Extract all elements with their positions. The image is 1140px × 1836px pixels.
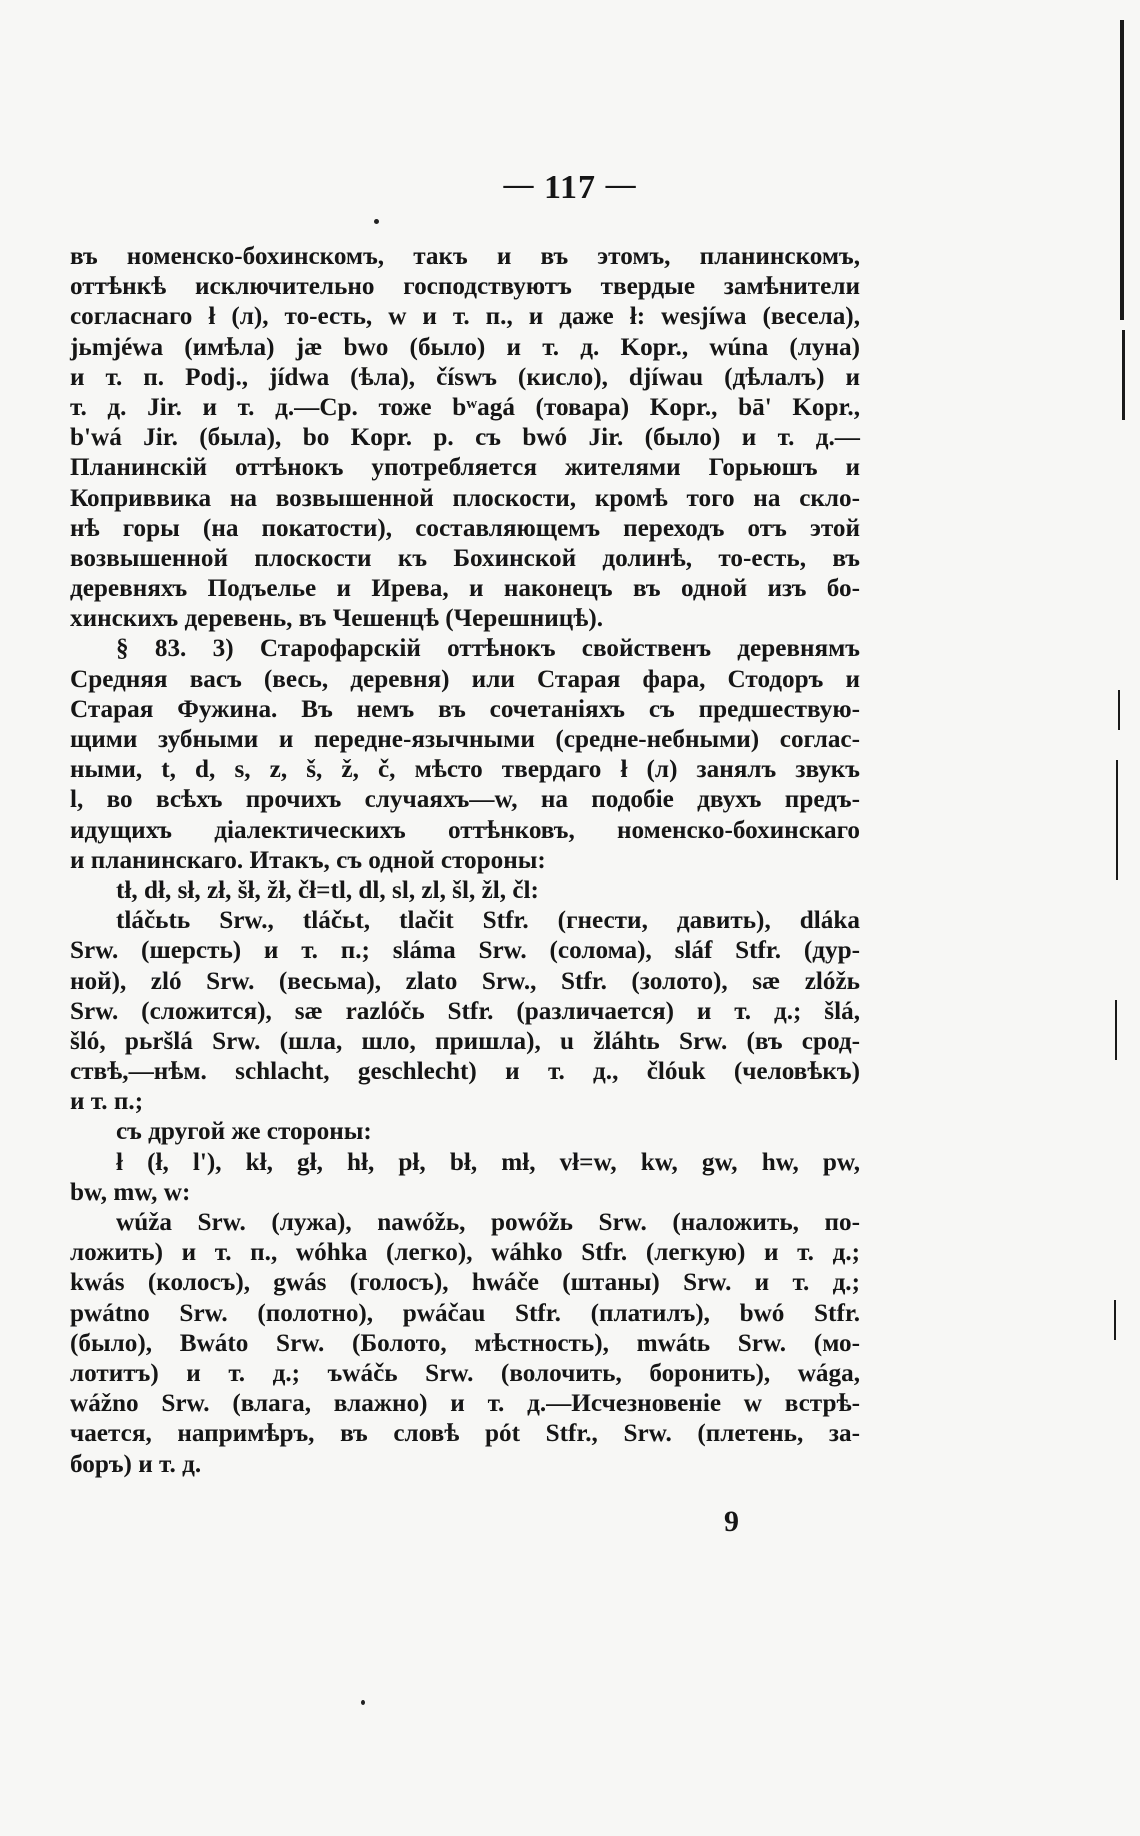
text-line: оттѣнкѣ исключительно господствуютъ твердые замѣнители — [70, 273, 860, 301]
text-line: щими зубными и передне-язычными (средне-небными) соглас- — [70, 726, 860, 753]
ink-speck — [374, 219, 379, 224]
text-line: деревняхъ Подъелье и Ирева, и наконецъ въ одной изъ бо- — [70, 575, 860, 603]
text-line: ложить) и т. п., wóhka (легко), wáhko Stfr. (легкую) и т. д.; — [70, 1239, 860, 1267]
text-line: bw, mw, w: — [70, 1178, 191, 1206]
text-line: § 83. 3) Старофарскій оттѣнокъ свойственъ деревнямъ — [116, 635, 860, 663]
page-edge-shadow — [1106, 0, 1140, 1836]
text-line: и планинскаго. Итакъ, съ одной стороны: — [70, 846, 546, 874]
text-line: šló, pьršlá Srw. (шла, шло, пришла), u žláhtь Srw. (въ срод- — [70, 1027, 860, 1055]
text-line: съ другой же стороны: — [116, 1118, 372, 1146]
page-header — [0, 168, 1140, 207]
text-line: Старая Фужина. Въ немъ въ сочетаніяхъ съ предшествую- — [70, 695, 860, 723]
text-line: ной), zló Srw. (весьма), zlato Srw., Stfr. (золото), sæ zlóžь — [70, 967, 860, 995]
text-line: jьmjéwa (имѣла) jæ bwo (было) и т. д. Kopr., wúna (луна) — [70, 333, 860, 361]
text-line: и т. п. Podj., jídwa (ѣла), číswъ (кисло), djíwau (дѣлалъ) и — [70, 363, 860, 391]
text-line: tláčьtь Srw., tláčьt, tlačit Stfr. (гнести, давить), dláka — [116, 907, 860, 935]
header-dash-left: — — [503, 168, 535, 201]
text-line: ł (ł, l'), kł, gł, hł, pł, bł, mł, vł=w, kw, gw, hw, pw, — [116, 1148, 860, 1176]
text-line: b'wá Jir. (была), bo Kopr. р. съ bwó Jir. (было) и т. д.— — [70, 424, 860, 452]
header-dash-right: — — [605, 168, 637, 201]
text-line: (было), Bwáto Srw. (Болото, мѣстность), mwátь Srw. (мо- — [70, 1329, 860, 1357]
text-line: и т. п.; — [70, 1088, 144, 1116]
text-line: т. д. Jir. и т. д.—Ср. тоже bʷagá (товара) Kopr., bā' Kopr., — [70, 393, 860, 421]
text-line: Srw. (шерсть) и т. п.; sláma Srw. (солома), sláf Stfr. (дур- — [70, 937, 860, 965]
text-line: ными, t, d, s, z, š, ž, č, мѣсто твердаго ł (л) занялъ звукъ — [70, 756, 860, 784]
text-line: wúža Srw. (лужа), nawóžь, powóžь Srw. (наложить, по- — [116, 1209, 860, 1236]
text-line: Srw. (сложится), sæ razlóčь Stfr. (различается) и т. д.; šlá, — [70, 997, 860, 1025]
body-text — [70, 242, 860, 1480]
footer-page-number: 9 — [724, 1505, 739, 1538]
text-line: ствѣ,—нѣм. schlacht, geschlecht) и т. д., člóuk (человѣкъ) — [70, 1058, 860, 1086]
text-line: возвышенной плоскости къ Бохинской долинѣ, то-есть, въ — [70, 544, 860, 572]
text-line: чается, напримѣръ, въ словѣ pót Stfr., Srw. (плетень, за- — [70, 1420, 860, 1448]
text-line: Планинскій оттѣнокъ употребляется жителями Горьюшъ и — [70, 454, 860, 482]
text-line: боръ) и т. д. — [70, 1450, 202, 1478]
text-line: хинскихъ деревень, въ Чешенцѣ (Черешницѣ). — [70, 605, 604, 633]
text-line: идущихъ діалектическихъ оттѣнковъ, номенско-бохинскаго — [70, 816, 860, 844]
text-line: wážno Srw. (влага, влажно) и т. д.—Исчезновеніе w встрѣ- — [70, 1390, 860, 1418]
text-line: tł, dł, sł, zł, šł, žł, čł=tl, dl, sl, zl, šl, žl, čl: — [116, 876, 539, 904]
text-line: kwás (колосъ), gwás (голосъ), hwáče (штаны) Srw. и т. д.; — [70, 1269, 860, 1297]
ink-speck — [361, 1700, 365, 1705]
text-line: согласнаго ł (л), то-есть, w и т. п., и даже ł: wesjíwa (весела), — [70, 303, 860, 331]
text-line: лотитъ) и т. д.; ъwáčь Srw. (волочить, боронить), wága, — [70, 1359, 860, 1387]
text-line: нѣ горы (на покатости), составляющемъ переходъ отъ этой — [70, 514, 860, 542]
text-line: Коприввика на возвышенной плоскости, кромѣ того на скло- — [70, 484, 860, 512]
text-line: l, во всѣхъ прочихъ случаяхъ—w, на подобіе двухъ предъ- — [70, 786, 860, 814]
text-line: въ номенско-бохинскомъ, такъ и въ этомъ, планинскомъ, — [70, 243, 860, 270]
text-line: pwátno Srw. (полотно), pwáčau Stfr. (платилъ), bwó Stfr. — [70, 1299, 860, 1327]
text-line: Средняя васъ (весь, деревня) или Старая фара, Стодоръ и — [70, 665, 860, 693]
header-page-number: 117 — [543, 169, 597, 206]
